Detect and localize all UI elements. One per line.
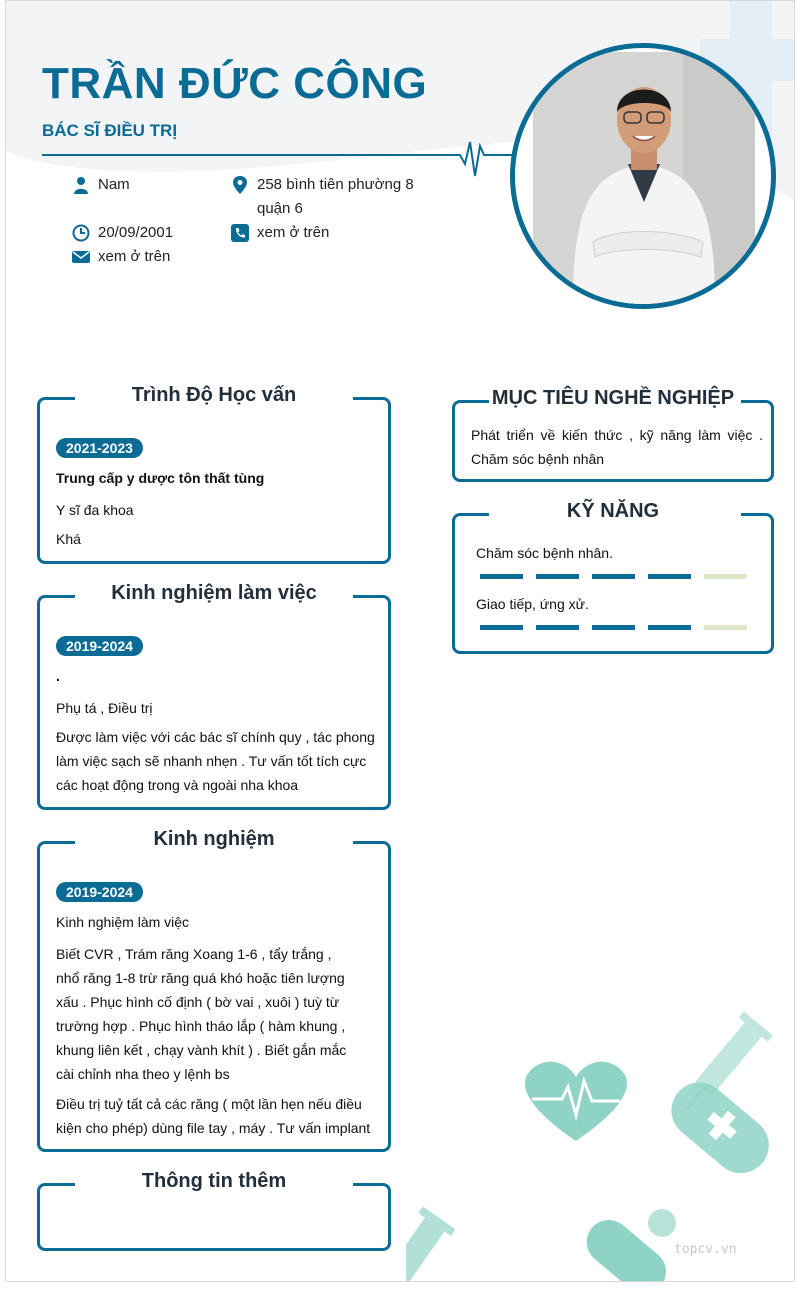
syringe-icon	[406, 1206, 456, 1282]
objective-line: Chăm sóc bệnh nhân	[471, 451, 605, 467]
objective-line: Phát triển về kiến thức , kỹ năng làm việc .	[471, 427, 763, 443]
envelope-icon	[72, 248, 90, 266]
work-description	[56, 725, 375, 797]
extra-info-section	[37, 1170, 391, 1251]
photo-portrait	[533, 52, 755, 304]
address-text	[257, 173, 414, 221]
watermark: topcv.vn	[674, 1242, 737, 1257]
experience-description-line: nhổ răng 1-8 trừ răng quá khó hoặc tiên lượng	[56, 970, 345, 986]
work-position: Phụ tá , Điều trị	[56, 700, 153, 716]
cv-page	[5, 0, 795, 1282]
experience-section	[37, 828, 391, 1152]
experience-description-line: cài chỉnh nha theo y lệnh bs	[56, 1066, 230, 1082]
doctor-portrait-illustration	[533, 52, 755, 304]
experience-description-line: Biết CVR , Trám răng Xoang 1-6 , tẩy trắng ,	[56, 946, 332, 962]
skill-level-bar	[480, 574, 747, 579]
skill-level-segment	[704, 574, 747, 579]
experience-description-line: trường hợp . Phục hình tháo lắp ( hàm khung ,	[56, 1018, 346, 1034]
skill-name: Chăm sóc bệnh nhân.	[476, 545, 613, 561]
education-school: Trung cấp y dược tôn thất tùng	[56, 470, 265, 486]
address-line-1: 258 bình tiên phường 8	[257, 176, 414, 193]
profile-photo	[510, 43, 776, 309]
clock-icon	[72, 224, 90, 242]
work-title: Kinh nghiệm làm việc	[111, 582, 317, 604]
user-icon	[72, 176, 90, 194]
career-objective-title: MỤC TIÊU NGHỀ NGHIỆP	[491, 387, 735, 409]
heart-icon	[525, 1062, 627, 1141]
skill-name: Giao tiếp, ứng xử.	[476, 596, 589, 612]
experience-period-badge: 2019-2024	[56, 882, 143, 902]
education-title: Trình Độ Học vấn	[131, 384, 297, 406]
skill-level-segment	[480, 625, 523, 630]
skill-level-segment	[648, 625, 691, 630]
map-pin-icon	[231, 176, 249, 194]
skill-level-bar	[480, 625, 747, 630]
education-period-badge: 2021-2023	[56, 438, 143, 458]
work-section	[37, 582, 391, 810]
education-grade: Khá	[56, 531, 81, 547]
birthday-info	[72, 224, 173, 245]
phone-text: xem ở trên	[257, 224, 330, 241]
work-company: .	[56, 668, 60, 684]
email-info	[72, 248, 170, 269]
pill-capsule-icon	[660, 1071, 780, 1185]
skill-level-segment	[704, 625, 747, 630]
address-line-2: quận 6	[257, 200, 303, 217]
work-period-badge: 2019-2024	[56, 636, 143, 656]
experience-description-line: xấu . Phục hình cố định ( bờ vai , xuôi ) tuỳ từ	[56, 994, 340, 1010]
experience-title: Kinh nghiệm	[153, 828, 275, 850]
experience-description-2	[56, 1092, 370, 1140]
phone-info	[231, 224, 329, 245]
gender-text: Nam	[98, 176, 130, 193]
gender-info	[72, 176, 130, 197]
skill-level-segment	[592, 574, 635, 579]
experience-description-line: Điều trị tuỷ tất cả các răng ( một lần hẹn nếu điều	[56, 1096, 362, 1112]
work-description-line: làm việc sạch sẽ nhanh nhẹn . Tư vấn tốt tích cực	[56, 753, 367, 769]
experience-description-line: khung liên kết , chạy vành khít ) . Biết gắn mắc	[56, 1042, 347, 1058]
address-info	[231, 176, 414, 221]
education-section	[37, 384, 391, 564]
job-title: BÁC SĨ ĐIỀU TRỊ	[42, 121, 178, 140]
work-description-line: Được làm việc với các bác sĩ chính quy , tác phong	[56, 729, 375, 745]
skill-level-segment	[592, 625, 635, 630]
skill-level-segment	[536, 625, 579, 630]
email-text: xem ở trên	[98, 248, 171, 265]
experience-description	[56, 942, 346, 1086]
medical-decorations	[406, 1011, 795, 1282]
experience-description-line: kiện cho phép) dùng file tay , máy . Tư vấn implant	[56, 1120, 371, 1136]
skill-level-segment	[648, 574, 691, 579]
skills-section	[452, 500, 774, 654]
extra-info-title: Thông tin thêm	[141, 1170, 287, 1192]
career-objective-section	[452, 387, 774, 482]
experience-subtitle: Kinh nghiệm làm việc	[56, 914, 190, 930]
full-name: TRẦN ĐỨC CÔNG	[42, 59, 428, 108]
skill-level-segment	[536, 574, 579, 579]
education-major: Y sĩ đa khoa	[56, 502, 134, 518]
skill-level-segment	[480, 574, 523, 579]
birthday-text: 20/09/2001	[98, 224, 174, 241]
work-description-line: các hoạt động trong và ngoài nha khoa	[56, 777, 299, 793]
tablet-icon	[648, 1209, 676, 1237]
phone-icon	[231, 224, 249, 242]
skills-title: KỸ NĂNG	[566, 500, 660, 522]
